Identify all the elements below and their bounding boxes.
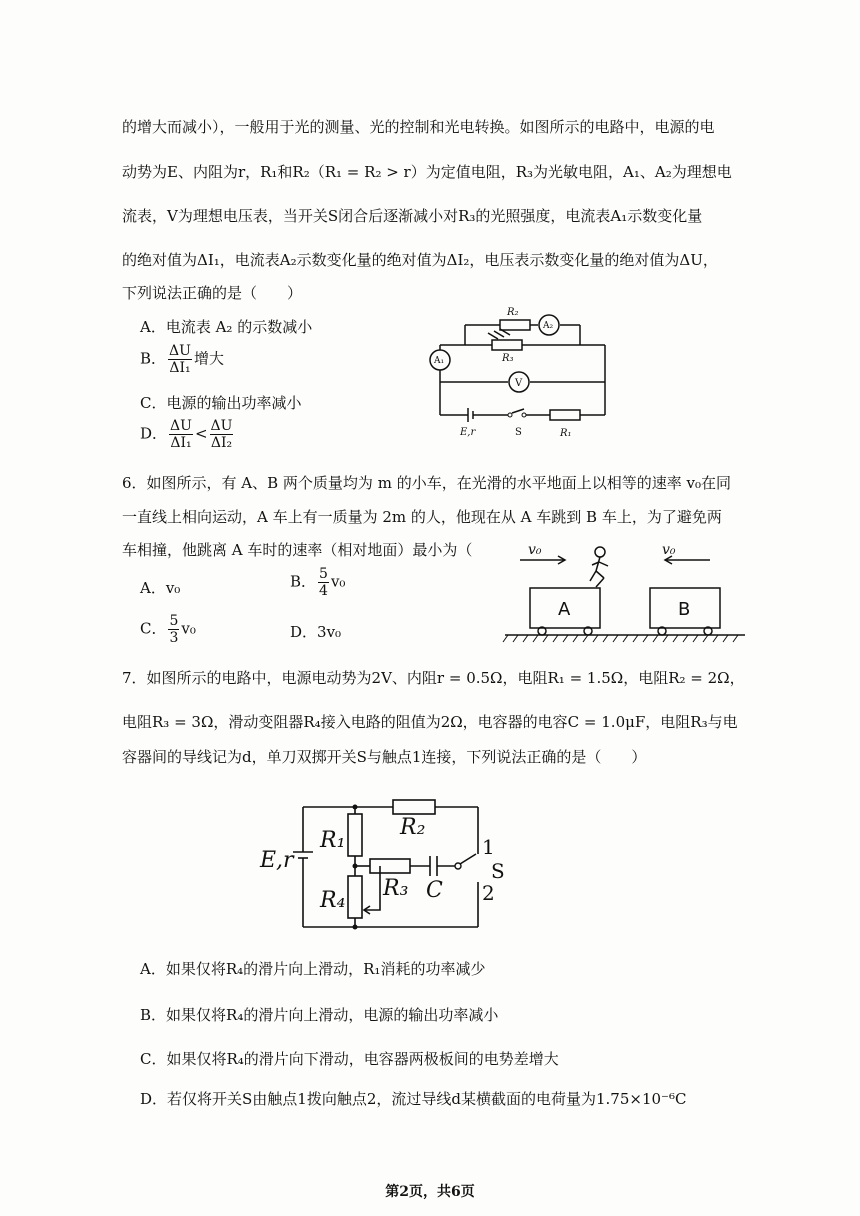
q5-option-b	[140, 343, 224, 376]
q6-option-c-den: 3	[169, 630, 179, 646]
q6-option-b-den: 4	[319, 583, 328, 599]
q6-cars-figure	[500, 538, 750, 648]
q5-option-d	[140, 418, 235, 451]
q5-option-d-fraction-1	[169, 418, 193, 451]
q7-label-s: S	[491, 859, 505, 883]
q7-line-2: 电阻R₃ = 3Ω，滑动变阻器R₄接入电路的阻值为2Ω，电容器的电容C = 1.0μF，电阻R₃与电	[122, 713, 738, 731]
q7-label-terminal-2: 2	[482, 881, 495, 905]
q5-option-d-den1: ΔI₁	[170, 435, 192, 451]
q7-label-r1: R₁	[320, 828, 346, 853]
q7-label-c: C	[426, 878, 443, 903]
q7-option-a: A．如果仅将R₄的滑片向上滑动，R₁消耗的功率减少	[140, 960, 486, 978]
q5-label-r2: R₂	[507, 307, 519, 318]
q5-line-3: 流表，V为理想电压表，当开关S闭合后逐渐减小对R₃的光照强度，电流表A₁示数变化量	[122, 207, 703, 225]
q5-label-r3: R₃	[502, 353, 514, 364]
q5-option-c: C．电源的输出功率减小	[140, 394, 302, 412]
q5-option-b-prefix: B．	[140, 349, 167, 368]
q5-option-d-operator: <	[194, 424, 208, 443]
q7-line-1: 7．如图所示的电路中，电源电动势为2V、内阻r = 0.5Ω，电阻R₁ = 1.5Ω，电阻R₂ = 2Ω，	[122, 669, 745, 687]
q5-option-d-den2: ΔI₂	[210, 435, 233, 451]
q6-option-a: A．v₀	[140, 579, 181, 597]
q6-option-b-num: 5	[319, 566, 328, 582]
q7-label-r2: R₂	[400, 815, 426, 840]
q6-line-1: 6．如图所示，有 A、B 两个质量均为 m 的小车，在光滑的水平地面上以相等的速率 v₀在同	[122, 474, 731, 492]
q6-option-c-prefix: C．	[140, 619, 167, 638]
q6-option-b-fraction	[318, 566, 329, 599]
q5-option-b-suffix: 增大	[193, 349, 224, 368]
q6-option-b	[290, 566, 345, 599]
page-footer: 第2页，共6页	[385, 1184, 475, 1200]
q6-option-b-prefix: B．	[290, 572, 317, 591]
q6-label-vb: v₀	[662, 542, 676, 558]
q7-circuit-diagram	[258, 792, 518, 942]
q7-label-r4: R₄	[320, 888, 346, 913]
q6-option-b-suffix: v₀	[330, 572, 346, 591]
resistor-r4	[348, 876, 362, 918]
q5-option-b-den: ΔI₁	[169, 360, 191, 376]
q5-circuit-diagram	[420, 295, 620, 445]
q7-option-c: C．如果仅将R₄的滑片向下滑动，电容器两极板间的电势差增大	[140, 1050, 559, 1068]
q5-option-d-fraction-2	[210, 418, 234, 451]
resistor-r3	[370, 859, 410, 873]
q5-option-d-num2: ΔU	[210, 418, 233, 434]
q6-label-car-b: B	[678, 599, 691, 620]
q6-line-3: 车相撞，他跳离 A 车时的速率（相对地面）最小为（	[122, 541, 473, 559]
q6-option-c-suffix: v₀	[181, 619, 196, 638]
resistor-r1	[348, 814, 362, 856]
q6-label-car-a: A	[558, 599, 571, 620]
q6-label-va: v₀	[528, 542, 542, 558]
person-icon	[595, 547, 605, 557]
q6-option-c	[140, 613, 196, 646]
q5-option-d-prefix: D．	[140, 424, 168, 443]
q6-line-2: 一直线上相向运动，A 车上有一质量为 2m 的人，他现在从 A 车跳到 B 车上，为了避免两	[122, 508, 722, 526]
q5-line-2: 动势为E、内阻为r，R₁和R₂（R₁ = R₂ > r）为定值电阻，R₃为光敏电阻，A₁、A₂为理想电	[122, 163, 732, 181]
q6-option-c-num: 5	[169, 613, 179, 629]
q5-line-5: 下列说法正确的是（ ）	[122, 284, 303, 302]
q5-option-d-num1: ΔU	[170, 418, 192, 434]
q5-option-a: A．电流表 A₂ 的示数减小	[140, 318, 313, 336]
q7-line-3: 容器间的导线记为d，单刀双掷开关S与触点1连接，下列说法正确的是（ ）	[122, 748, 647, 766]
q7-label-terminal-1: 1	[482, 835, 495, 859]
q5-line-1: 的增大而减小），一般用于光的测量、光的控制和光电转换。如图所示的电路中，电源的电	[122, 118, 715, 136]
switch-pivot	[455, 863, 461, 869]
q5-option-b-num: ΔU	[169, 343, 191, 359]
q7-label-er: E,r	[260, 848, 294, 873]
q7-option-d: D．若仅将开关S由触点1拨向触点2，流过导线d某横截面的电荷量为1.75×10⁻⁶C	[140, 1090, 687, 1108]
q5-label-r1: R₁	[560, 428, 572, 439]
q7-option-b: B．如果仅将R₄的滑片向上滑动，电源的输出功率减小	[140, 1006, 499, 1024]
q5-label-v: V	[515, 378, 523, 389]
resistor-r2	[393, 800, 435, 814]
q5-label-a2: A₂	[543, 321, 554, 331]
q5-label-a1: A₁	[434, 356, 445, 366]
q7-label-r3: R₃	[383, 876, 409, 901]
q6-option-d: D．3v₀	[290, 623, 342, 641]
q5-line-4: 的绝对值为ΔI₁，电流表A₂示数变化量的绝对值为ΔI₂，电压表示数变化量的绝对值为ΔU，	[122, 251, 718, 269]
q5-label-er: E,r	[460, 427, 476, 438]
q6-option-c-fraction	[168, 613, 179, 646]
q5-option-b-fraction	[168, 343, 192, 376]
q5-label-s: S	[515, 427, 522, 438]
